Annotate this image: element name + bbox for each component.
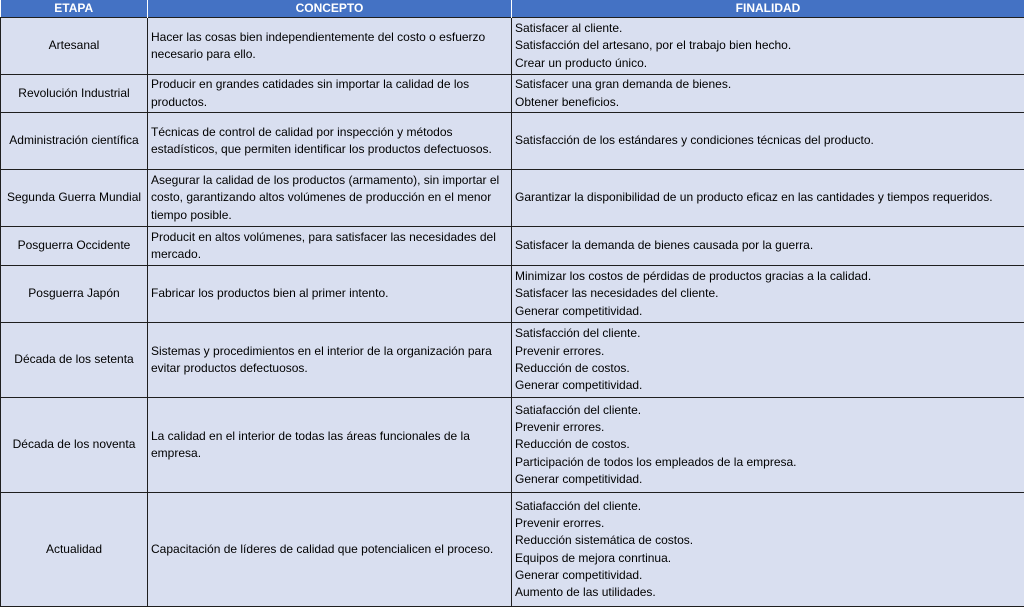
etapa-cell: Década de los setenta [1,323,148,398]
etapa-cell: Segunda Guerra Mundial [1,170,148,227]
finalidad-item: Minimizar los costos de pérdidas de productos gracias a la calidad. [515,269,872,284]
table-row [1,398,1024,493]
concepto-cell: Capacitación de líderes de calidad que potencialicen el proceso. [148,493,512,607]
finalidad-item: Generar competitividad. [515,471,643,486]
finalidad-item: Participación de todos los empleados de la empresa. [515,454,797,469]
table-row [1,18,1024,75]
finalidad-cell [512,323,1024,398]
finalidad-item: Prevenir errores. [515,343,605,358]
finalidad-item: Prevenir errores. [515,420,605,435]
etapa-cell: Década de los noventa [1,398,148,493]
finalidad-item: Satisfacción de los estándares y condiciones técnicas del producto. [515,133,874,148]
table-body [1,18,1024,607]
table-row [1,75,1024,113]
finalidad-cell [512,227,1024,266]
finalidad-cell [512,170,1024,227]
finalidad-cell [512,493,1024,607]
finalidad-item: Aumento de las utilidades. [515,585,656,600]
concepto-cell: Producir en grandes catidades sin importar la calidad de los productos. [148,75,512,113]
finalidad-item: Prevenir erorres. [515,515,605,530]
header-etapa: ETAPA [1,0,148,18]
finalidad-item: Satisfacción del cliente. [515,326,641,341]
etapa-cell: Actualidad [1,493,148,607]
header-concepto: CONCEPTO [148,0,512,18]
table-row [1,493,1024,607]
finalidad-item: Reducción de costos. [515,361,630,375]
finalidad-item: Generar competitividad. [515,378,643,393]
finalidad-item: Reducción sistemática de costos. [515,533,694,548]
finalidad-item: Satisfacer la demanda de bienes causada por la guerra. [515,238,814,253]
concepto-cell: Hacer las cosas bien independientemente del costo o esfuerzo necesario para ello. [148,18,512,75]
concepto-cell: Fabricar los productos bien al primer intento. [148,266,512,323]
finalidad-cell [512,113,1024,170]
table-row [1,323,1024,398]
finalidad-item: Generar competitividad. [515,303,643,318]
finalidad-item: Satisfacer al cliente. [515,21,623,36]
finalidad-item: Garantizar la disponibilidad de un producto eficaz en las cantidades y tiempos requeridos. [515,190,993,205]
finalidad-cell [512,75,1024,113]
concepto-cell: Asegurar la calidad de los productos (armamento), sin importar el costo, garantizando altos volúmenes de producción en el menor tiempo posible. [148,170,512,227]
finalidad-item: Satiafacción del cliente. [515,402,642,417]
finalidad-cell [512,266,1024,323]
concepto-cell: Producit en altos volúmenes, para satisfacer las necesidades del mercado. [148,227,512,266]
table-row [1,266,1024,323]
finalidad-item: Crear un producto único. [515,55,648,70]
finalidad-item: Satisfacer las necesidades del cliente. [515,286,719,301]
finalidad-item: Obtener beneficios. [515,94,620,109]
table-row [1,113,1024,170]
finalidad-item: Equipos de mejora conrtinua. [515,550,672,565]
concepto-cell: Sistemas y procedimientos en el interior de la organización para evitar productos defectuosos. [148,323,512,398]
table-row [1,170,1024,227]
finalidad-item: Satisfacción del artesano, por el trabajo bien hecho. [515,38,792,53]
concepto-cell: Técnicas de control de calidad por inspección y métodos estadísticos, que permiten identificar los productos defectuosos. [148,113,512,170]
etapa-cell: Posguerra Occidente [1,227,148,266]
finalidad-cell [512,18,1024,75]
etapa-cell: Artesanal [1,18,148,75]
etapa-cell: Revolución Industrial [1,75,148,113]
table-row [1,227,1024,266]
concepto-cell: La calidad en el interior de todas las áreas funcionales de la empresa. [148,398,512,493]
header-row [1,0,1024,18]
finalidad-item: Generar competitividad. [515,567,643,582]
table-header [1,0,1024,18]
finalidad-item: Reducción de costos. [515,437,630,452]
etapa-cell: Administración científica [1,113,148,170]
finalidad-item: Satisfacer una gran demanda de bienes. [515,77,732,92]
etapa-cell: Posguerra Japón [1,266,148,323]
finalidad-item: Satiafacción del cliente. [515,498,642,513]
finalidad-cell [512,398,1024,493]
header-finalidad: FINALIDAD [512,0,1024,18]
